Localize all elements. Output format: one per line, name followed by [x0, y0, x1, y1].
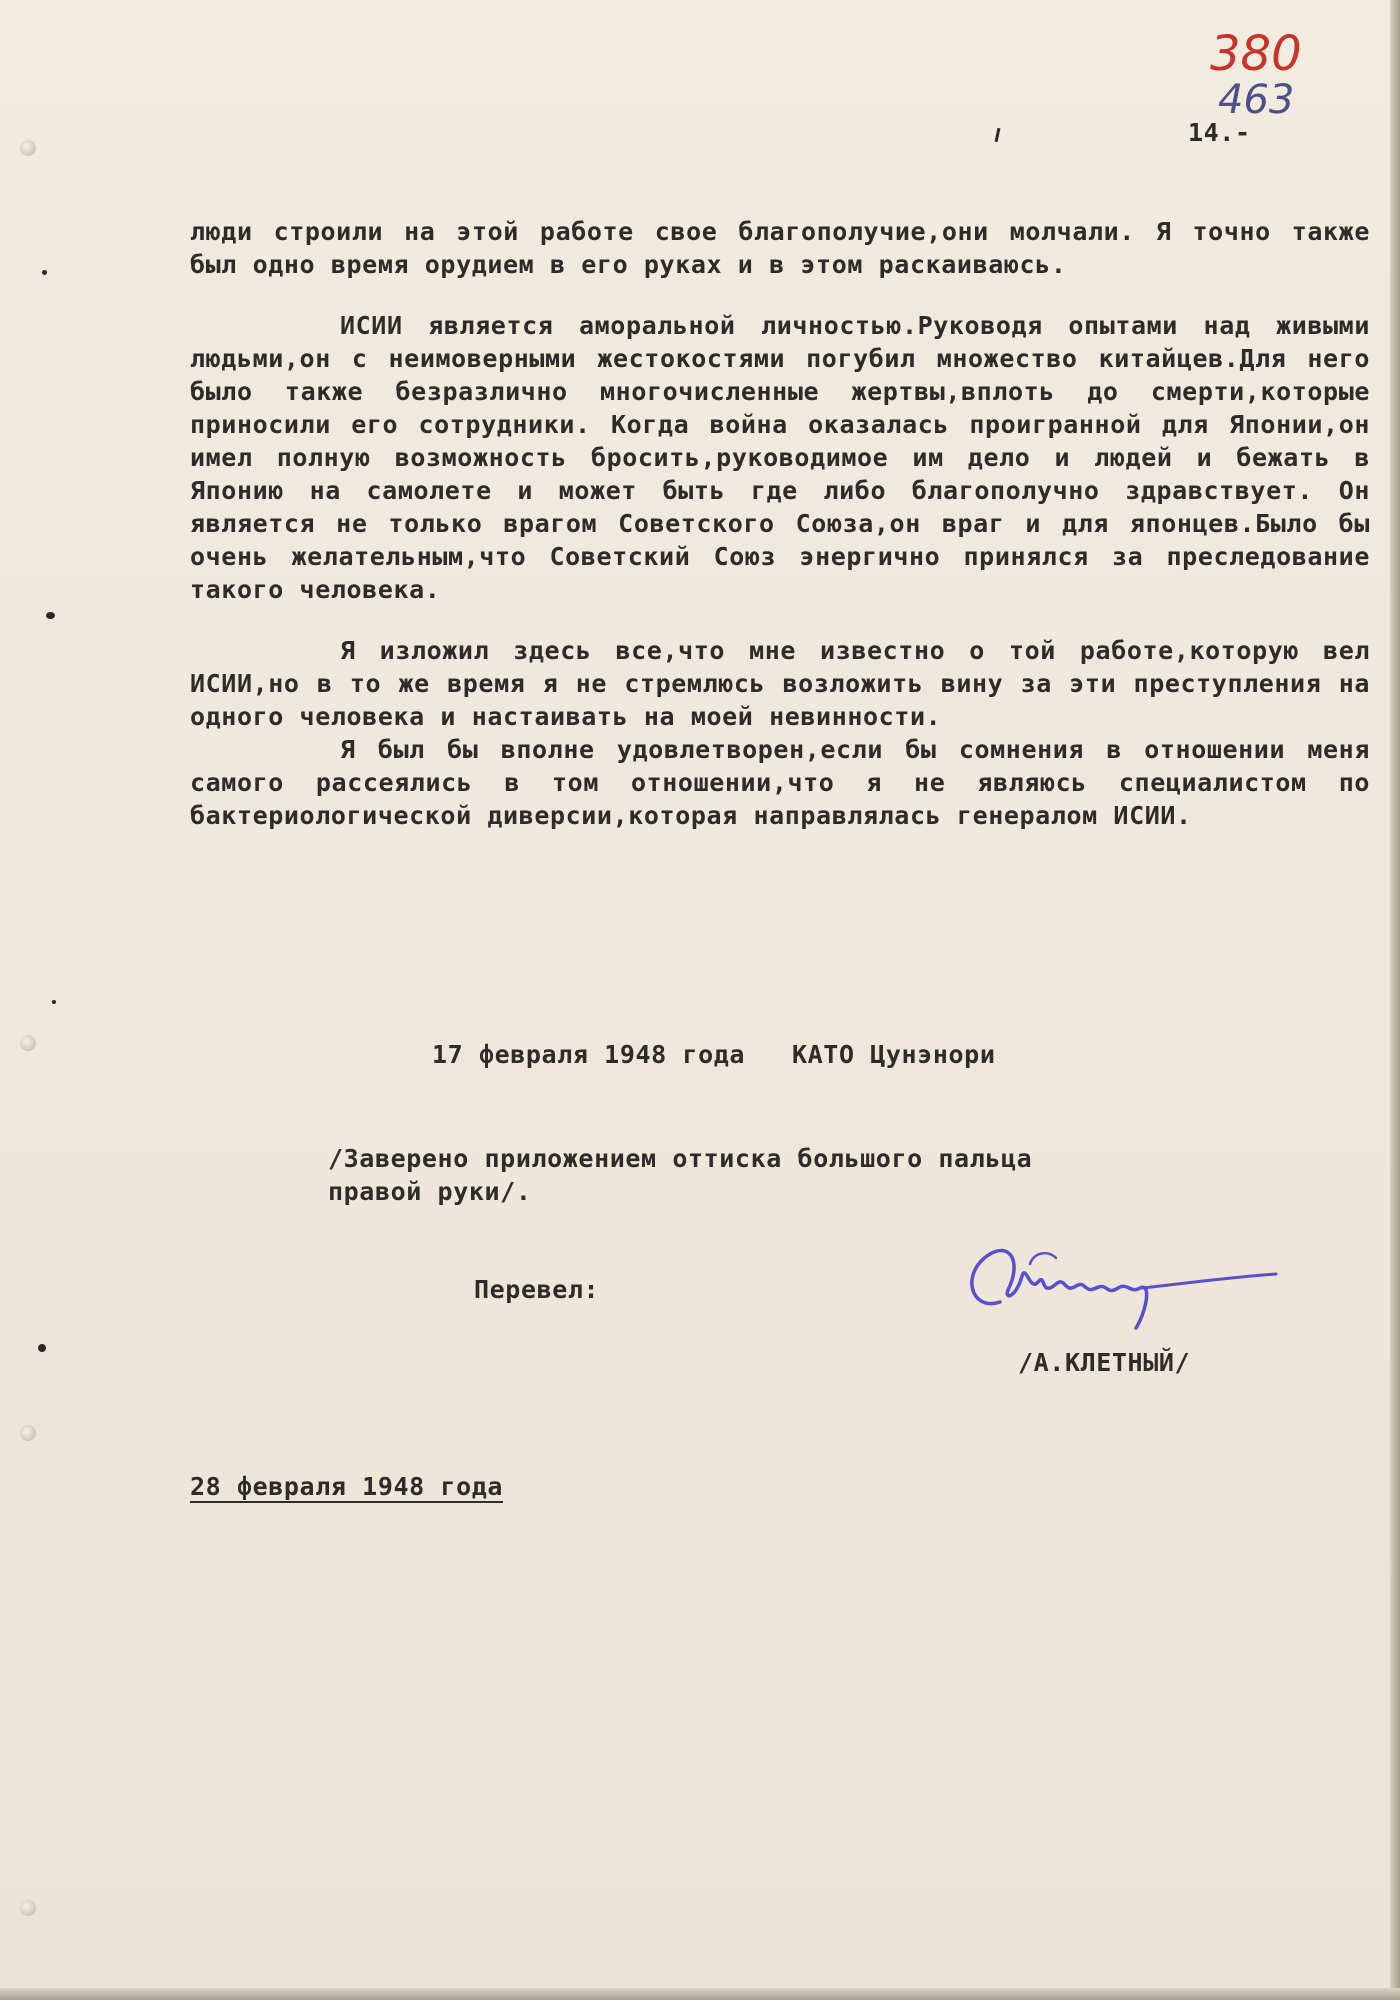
- paragraph: ИСИИ является аморальной личностью.Руководя опытами над живыми людьми,он с неимоверными жестокостями погубил множество китайцев.Для него было также безразлично многочисленные жертвы,вплоть до смерти,которые приносили его сотрудники. Когда война оказалась проигранной для Японии,он имел полную возможность бросить,руководимое им дело и людей и бежать в Японию на самолете и может быть где либо благополучно здравствует. Он является не только врагом Советского Союза,он враг и для японцев.Было бы очень желательным,что Советский Союз энергично принялся за преследование такого человека.: [190, 311, 1370, 604]
- page-edge: [0, 1988, 1400, 2000]
- page-edge: [1390, 0, 1400, 2000]
- paragraph: Я был бы вполне удовлетворен,если бы сомнения в отношении меня самого рассеялись в том отношении,что я не являюсь специалистом по бактериологической диверсии,которая направлялась генералом ИСИИ.: [190, 735, 1370, 830]
- certification-line: правой руки/.: [328, 1177, 532, 1206]
- signoff-date: 17 февраля 1948 года: [432, 1040, 746, 1069]
- certification-line: /Заверено приложением оттиска большого пальца: [328, 1144, 1033, 1173]
- punch-hole: [20, 1425, 36, 1441]
- translated-by-label: Перевел:: [474, 1275, 600, 1304]
- signoff-author: КАТО Цунэнори: [792, 1040, 996, 1069]
- page-number: 14.-: [1188, 118, 1251, 147]
- translation-date-text: 28 февраля 1948 года: [190, 1472, 504, 1501]
- translator-name: /А.КЛЕТНЫЙ/: [1018, 1348, 1191, 1377]
- archive-number-blue: 463: [1218, 77, 1295, 123]
- paragraph: Я изложил здесь все,что мне известно о той работе,которую вел ИСИИ,но в то же время я не стремлюсь возложить вину за эти преступления на одного человека и настаивать на моей невинности.: [190, 636, 1370, 731]
- certification-note: [328, 1142, 1228, 1208]
- paper-speck: [38, 1344, 46, 1352]
- archive-numbers: [1210, 26, 1360, 123]
- punch-hole: [20, 140, 36, 156]
- punch-hole: [20, 1035, 36, 1051]
- translation-date: [190, 1472, 503, 1501]
- paragraph: люди строили на этой работе свое благополучие,они молчали. Я точно также был одно время орудием в его руках и в этом раскаиваюсь.: [190, 217, 1370, 279]
- archive-number-red: 380: [1210, 26, 1302, 82]
- paper-speck: [52, 1000, 56, 1004]
- paper-speck: [46, 612, 55, 619]
- signoff-line: [432, 1040, 995, 1069]
- typed-mark: [995, 128, 1001, 142]
- letter-body: [190, 215, 1370, 832]
- punch-hole: [20, 1900, 36, 1916]
- paper-speck: [42, 270, 47, 275]
- handwritten-signature: [960, 1232, 1290, 1342]
